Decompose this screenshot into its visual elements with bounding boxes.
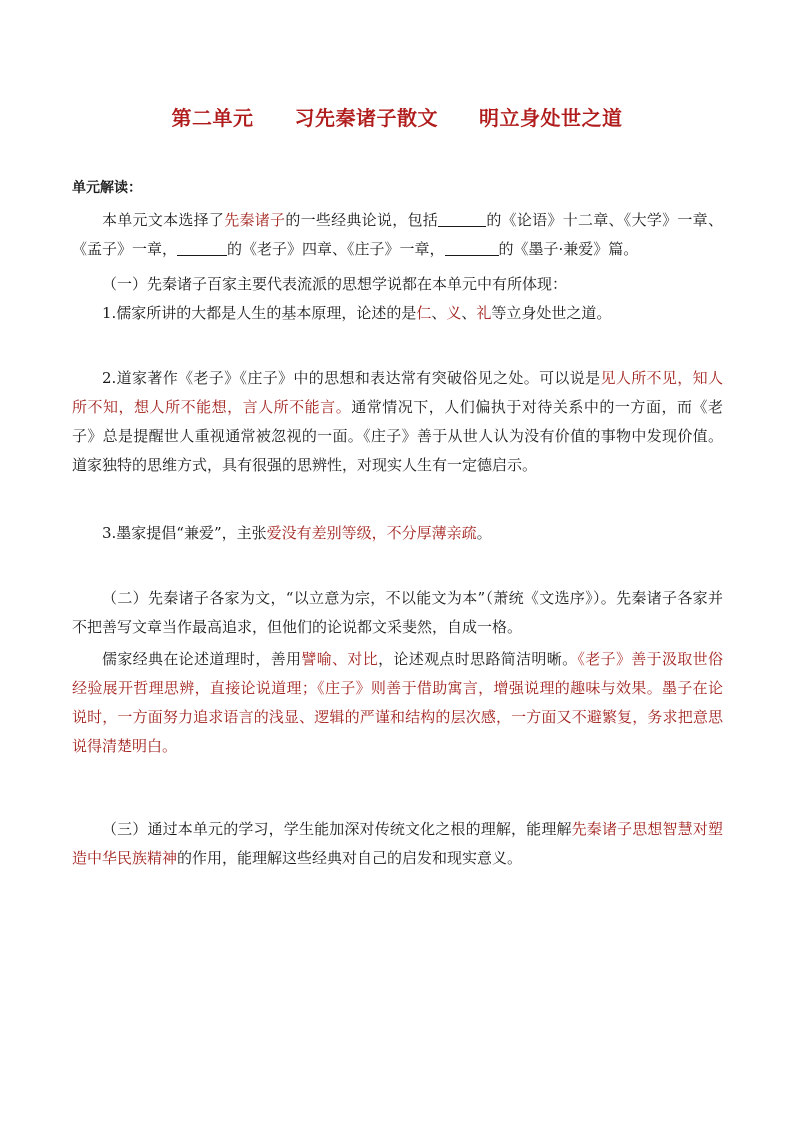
intro-text: 的《墨子·兼爱》篇。 (498, 240, 639, 258)
confucian-text: 1.儒家所讲的大都是人生的基本原理，论述的是 (102, 304, 417, 322)
intro-text: 本单元文本选择了 (102, 211, 225, 229)
taoist-text: 通常情况下，人们偏执于对待关系中的一方面，而《老子》总是提醒世人重视通常被忽视的一面。《庄子》善于从世人认为没有价值的事物中发现价值。道家独特的思维方式，具有很强的思辨性，对现实人生有一定德启示。 (72, 398, 723, 474)
section-label: 单元解读： (72, 180, 142, 196)
section-one-heading: （一）先秦诸子百家主要代表流派的思想学说都在本单元中有所体现： (102, 275, 568, 293)
style-text: 儒家经典在论述道理时，善用 (102, 650, 302, 668)
mohist-text: 。 (476, 524, 492, 542)
section-three-text: 的作用，能理解这些经典对自己的启发和现实意义。 (177, 849, 523, 867)
separator: 、 (431, 304, 447, 322)
taoist-highlight: 见人所不见，知人所不知，想人所不能想，言人所不能言。 (72, 369, 723, 416)
highlight-ren: 仁 (416, 304, 432, 322)
taoist-paragraph (72, 364, 723, 480)
section-three-highlight: 先秦诸子思想智慧对塑造中华民族精神 (72, 820, 723, 867)
style-highlight-rhetoric: 譬喻、对比 (301, 650, 379, 668)
section-three-text: （三）通过本单元的学习，学生能加深对传统文化之根的理解，能理解 (102, 820, 572, 838)
intro-paragraph (72, 206, 723, 264)
intro-text: 的《老子》四章、《庄子》一章， (227, 240, 445, 258)
intro-highlight: 先秦诸子 (224, 211, 286, 229)
fill-blank-2[interactable] (177, 238, 227, 256)
page-title: 第二单元 习先秦诸子散文 明立身处世之道 (171, 106, 623, 130)
section-two-paragraph: （二）先秦诸子各家为文，“以立意为宗，不以能文为本”（萧统《文选序》）。先秦诸子各家并不把善写文章当作最高追求，但他们的论说都文采斐然，自成一格。 (72, 589, 723, 636)
style-highlight-laozi-zhuangzi-mozi: 《老子》善于汲取世俗经验展开哲理思辨，直接论说道理；《庄子》则善于借助寓言，增强说理的趣味与效果。墨子在论说时，一方面努力追求语言的浅显、逻辑的严谨和结构的层次感，一方面又不避繁复，务求把意思说得清楚明白。 (72, 650, 723, 755)
taoist-text: 2.道家著作《老子》《庄子》中的思想和表达常有突破俗见之处。可以说是 (102, 369, 601, 387)
confucian-paragraph (72, 299, 723, 328)
fill-blank-1[interactable] (438, 209, 486, 227)
confucian-text: 等立身处世之道。 (491, 304, 612, 322)
style-text: ，论述观点时思路简洁明晰。 (378, 650, 578, 668)
intro-text: 的一些经典论说，包括 (285, 211, 439, 229)
mohist-text: 3.墨家提倡“兼爱”，主张 (102, 524, 267, 542)
separator: 、 (461, 304, 477, 322)
highlight-yi: 义 (446, 304, 462, 322)
intro-text: 的《论语》十二章、《大学》一章、《孟子》一章， (72, 211, 723, 258)
section-three-paragraph (72, 815, 723, 873)
mohist-highlight: 爱没有差别等级，不分厚薄亲疏 (266, 524, 477, 542)
mohist-paragraph (72, 519, 723, 548)
highlight-li: 礼 (476, 304, 492, 322)
fill-blank-3[interactable] (445, 238, 499, 256)
writing-style-paragraph (72, 645, 723, 761)
